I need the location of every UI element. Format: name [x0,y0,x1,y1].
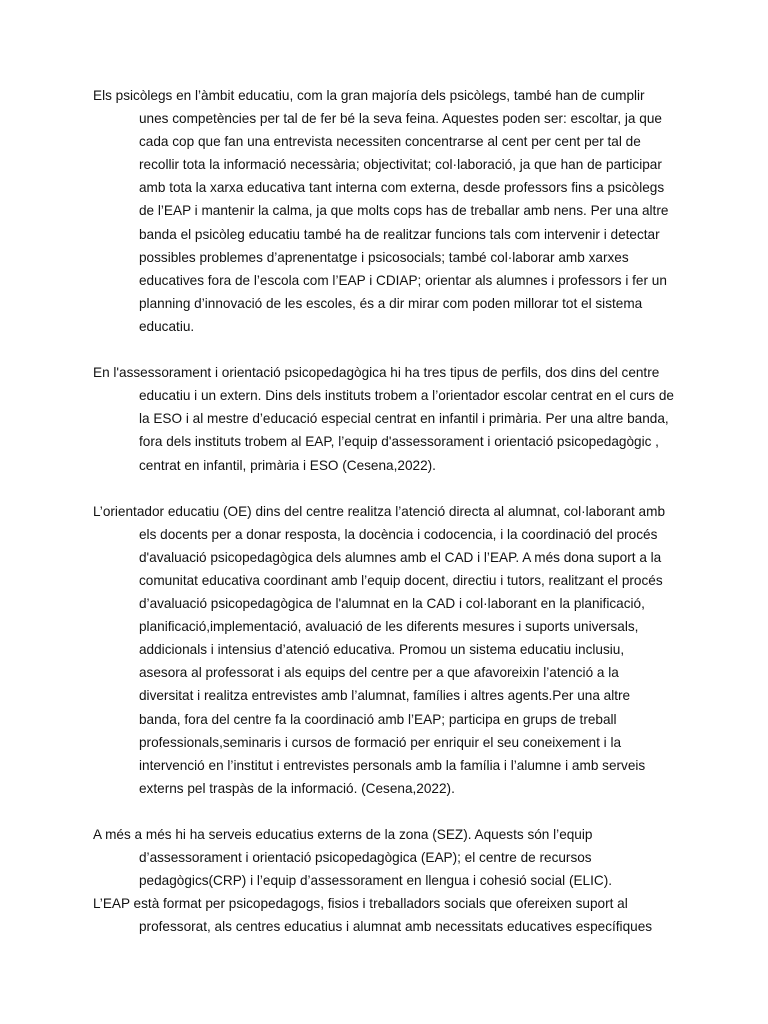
paragraph-guidance-profiles: En l'assessorament i orientació psicopedagògica hi ha tres tipus de perfils, dos dins del centre educatiu i un extern. Dins dels instituts trobem a l’orientador escolar centrat en el curs de la ESO i al mestre d’educació especial centrat en infantil i primària. Per una altre banda, fora dels instituts trobem al EAP, l’equip d'assessorament i orientació psicopedagògic , centrat en infantil, primària i ESO (Cesena,2022). [93,365,674,473]
paragraph-external-services: A més a més hi ha serveis educatius externs de la zona (SEZ). Aquests són l’equip d’assessorament i orientació psicopedagògica (EAP); el centre de recursos pedagògics(CRP) i l’equip d’assessorament en llengua i cohesió social (ELIC). [93,827,613,889]
paragraph-eap-composition: L’EAP està format per psicopedagogs, fisios i treballadors socials que ofereixen suport al professorat, als centres educatius i alumnat amb necessitats educatives específiques [93,896,653,935]
paragraph-educational-counselor: L’orientador educatiu (OE) dins del centre realitza l’atenció directa al alumnat, col·laborant amb els docents per a donar resposta, la docència i codocencia, i la coordinació del procés d'avaluació psicopedagògica dels alumnes amb el CAD i l’EAP. A més dona suport a la comunitat educativa coordinant amb l’equip docent, directiu i tutors, realitzant el procés d’avaluació psicopedagògica de l'alumnat en la CAD i col·laborant en la planificació, planificació,implementació, avaluació de les diferents mesures i suports universals, addicionals i intensius d’atenció educativa. Promou un sistema educatiu inclusiu, asesora al professorat i als equips del centre per a que afavoreixin l’atenció a la diversitat i realitza entrevistes amb l’alumnat, famílies i altres agents.Per una altre banda, fora del centre fa la coordinació amb l’EAP; participa en grups de treball professionals,seminaris i cursos de formació per enriquir el seu coneixement i la intervenció en l’institut i entrevistes personals amb la família i l’alumne i amb serveis externs pel traspàs de la informació. (Cesena,2022). [93,503,665,796]
document-body [93,84,675,938]
paragraph-spacer [93,477,675,500]
paragraph-spacer [93,338,675,361]
paragraph-psychologist-competences: Els psicòlegs en l’àmbit educatiu, com la gran majoría dels psicòlegs, també han de cumplir unes competències per tal de fer bé la seva feina. Aquestes poden ser: escoltar, ja que cada cop que fan una entrevista necessiten concentrarse al cent per cent per tal de recollir tota la informació necessària; objectivitat; col·laboració, ja que han de participar amb tota la xarxa educativa tant interna com externa, desde professors fins a psicòlegs de l’EAP i mantenir la calma, ja que molts cops has de treballar amb nens. Per una altre banda el psicòleg educatiu també ha de realitzar funcions tals com intervenir i detectar possibles problemes d’aprenentatge i psicosocials; també col·laborar amb xarxes educatives fora de l’escola com l’EAP i CDIAP; orientar als alumnes i professors i fer un planning d’innovació de les escoles, és a dir mirar com poden millorar tot el sistema educatiu. [93,88,669,334]
paragraph-spacer [93,800,675,823]
